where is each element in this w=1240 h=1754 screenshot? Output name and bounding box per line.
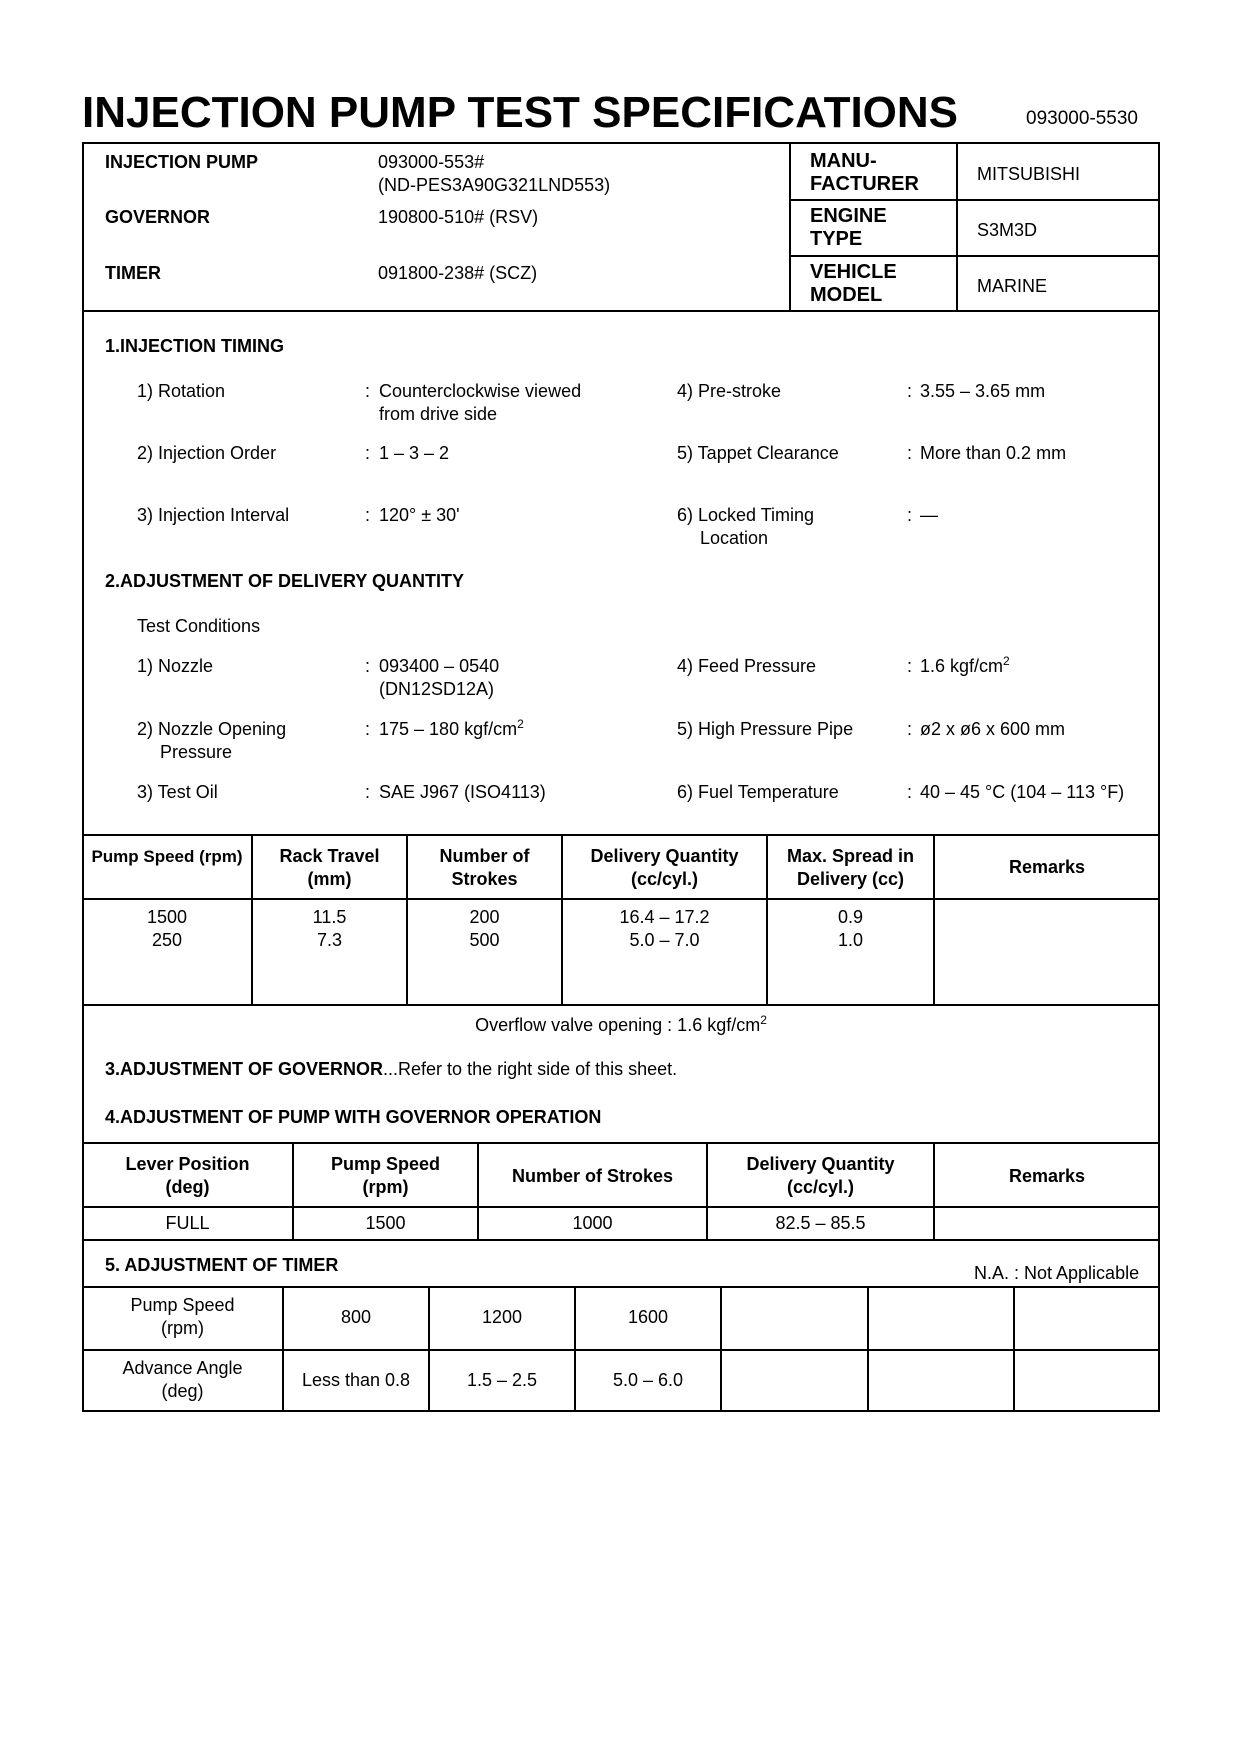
document-number: 093000-5530 [1026,108,1138,129]
locked-timing-label-2: Location [700,528,769,548]
divider [82,310,1160,312]
colon: : [365,719,371,739]
locked-timing-label: 6) Locked Timing [677,505,815,525]
divider [82,1004,1160,1006]
manufacturer-label: MANU- [810,150,877,172]
nozzle-label: 1) Nozzle [137,656,214,676]
table-cell: 82.5 – 85.5 [775,1213,866,1233]
section-heading-timer: 5. ADJUSTMENT OF TIMER [105,1255,339,1275]
table-cell: 1000 [572,1213,613,1233]
colon: : [907,719,913,739]
rotation-value: Counterclockwise viewed [379,381,582,401]
test-oil-label: 3) Test Oil [137,782,218,802]
injection-pump-model: (ND-PES3A90G321LND553) [378,175,611,195]
column-header-pump-speed: Pump Speed [330,1154,441,1174]
injection-order-value: 1 – 3 – 2 [379,443,450,463]
column-header-delivery: Delivery Quantity [746,1154,895,1174]
table-cell: Less than 0.8 [301,1370,411,1390]
locked-timing-value: — [920,505,938,525]
nozzle-value-2: (DN12SD12A) [379,679,495,699]
nozzle-value: 093400 – 0540 [379,656,500,676]
divider [574,1286,576,1412]
divider [428,1286,430,1412]
governor-adjustment-note: 3.ADJUSTMENT OF GOVERNOR...Refer to the right side of this sheet. [105,1059,678,1079]
table-cell: 250 [151,930,183,950]
manufacturer-label-2: FACTURER [810,173,919,195]
divider [82,1239,1160,1241]
divider [956,142,958,310]
injection-interval-label: 3) Injection Interval [137,505,290,525]
rotation-value-2: from drive side [379,404,498,424]
table-cell: 1600 [627,1307,669,1327]
divider [867,1286,869,1412]
table-cell: 1.0 [837,930,864,950]
high-pressure-pipe-value: ø2 x ø6 x 600 mm [920,719,1066,739]
feed-pressure-label: 4) Feed Pressure [677,656,817,676]
not-applicable-note: N.A. : Not Applicable [974,1263,1140,1283]
timer-label: TIMER [105,263,161,283]
table-cell: 7.3 [316,930,343,950]
injection-pump-value: 093000-553# [378,152,485,172]
manufacturer-value: MITSUBISHI [977,164,1081,184]
vehicle-model-value: MARINE [977,276,1048,296]
injection-pump-label: INJECTION PUMP [105,152,259,172]
injection-order-label: 2) Injection Order [137,443,277,463]
column-header-remarks: Remarks [1008,1166,1086,1186]
divider [789,142,791,310]
nozzle-opening-pressure-label: 2) Nozzle Opening [137,719,287,739]
timer-value: 091800-238# (SCZ) [378,263,538,283]
divider [789,255,1160,257]
colon: : [907,782,913,802]
section-heading-governor-operation: 4.ADJUSTMENT OF PUMP WITH GOVERNOR OPERATION [105,1107,602,1127]
vehicle-model-label-2: MODEL [810,284,883,306]
tappet-clearance-label: 5) Tappet Clearance [677,443,839,463]
colon: : [907,443,913,463]
colon: : [365,505,371,525]
divider [720,1286,722,1412]
divider [82,1142,1160,1144]
fuel-temperature-label: 6) Fuel Temperature [677,782,839,802]
prestroke-label: 4) Pre-stroke [677,381,782,401]
vehicle-model-label: VEHICLE [810,261,897,283]
table-cell: 1.5 – 2.5 [466,1370,538,1390]
table-cell: FULL [165,1213,210,1233]
column-header-lever-position-unit: (deg) [165,1177,210,1197]
nozzle-opening-pressure-value: 175 – 180 kgf/$cm^2$ [379,717,524,739]
test-conditions-label: Test Conditions [137,616,261,636]
engine-type-value: S3M3D [977,220,1038,240]
governor-label: GOVERNOR [105,207,211,227]
fuel-temperature-value: 40 – 45 °C (104 – 113 °F) [920,782,1125,802]
prestroke-value: 3.55 – 3.65 mm [920,381,1046,401]
colon: : [907,656,913,676]
tappet-clearance-value: More than 0.2 mm [920,443,1067,463]
column-header-strokes: Number of [439,846,530,866]
table-cell: 16.4 – 17.2 [619,907,710,927]
timer-pump-speed-label: Pump Speed [130,1295,235,1315]
divider [82,898,1160,900]
column-header-rack-travel: Rack Travel [279,846,380,866]
divider [82,1286,1160,1288]
section-heading-injection-timing: 1.INJECTION TIMING [105,336,285,356]
engine-type-label: ENGINE [810,205,887,227]
table-cell: 1500 [146,907,188,927]
nozzle-opening-pressure-label-2: Pressure [160,742,233,762]
high-pressure-pipe-label: 5) High Pressure Pipe [677,719,854,739]
colon: : [365,782,371,802]
engine-type-label-2: TYPE [810,228,863,250]
divider [82,1349,1160,1351]
table-cell: 800 [340,1307,372,1327]
table-cell: 1500 [365,1213,406,1233]
advance-angle-label: Advance Angle [122,1358,243,1378]
advance-angle-unit: (deg) [161,1381,204,1401]
injection-interval-value: 120° ± 30' [379,505,460,525]
colon: : [365,381,371,401]
colon: : [907,381,913,401]
colon: : [907,505,913,525]
overflow-valve-note: Overflow valve opening : 1.6 kgf/$cm^2$ [475,1013,767,1035]
test-oil-value: SAE J967 (ISO4113) [379,782,546,802]
table-cell: 11.5 [312,907,347,927]
column-header-pump-speed-unit: (rpm) [362,1177,409,1197]
table-cell: 5.0 – 7.0 [629,930,700,950]
divider [1013,1286,1015,1412]
colon: : [365,443,371,463]
divider [789,199,1160,201]
section-heading-delivery-quantity: 2.ADJUSTMENT OF DELIVERY QUANTITY [105,571,465,591]
column-header-delivery: Delivery Quantity [590,846,739,866]
column-header-max-spread-unit: Delivery (cc) [796,869,905,889]
governor-value: 190800-510# (RSV) [378,207,539,227]
table-cell: 5.0 – 6.0 [612,1370,684,1390]
column-header-strokes-2: Strokes [451,869,518,889]
timer-pump-speed-unit: (rpm) [161,1318,204,1338]
column-header-delivery-unit: (cc/cyl.) [786,1177,855,1197]
colon: : [365,656,371,676]
column-header-rack-travel-unit: (mm) [307,869,352,889]
table-cell: 200 [469,907,500,927]
rotation-label: 1) Rotation [137,381,226,401]
table-cell: 0.9 [837,907,864,927]
column-header-max-spread: Max. Spread in [786,846,915,866]
divider [82,834,1160,836]
divider [82,1206,1160,1208]
column-header-remarks: Remarks [1008,857,1086,877]
column-header-pump-speed: Pump Speed (rpm) [91,847,243,866]
page-title: INJECTION PUMP TEST SPECIFICATIONS [82,88,959,137]
column-header-strokes: Number of Strokes [511,1166,674,1186]
feed-pressure-value: 1.6 kgf/$cm^2$ [920,654,1010,676]
table-cell: 500 [469,930,500,950]
column-header-lever-position: Lever Position [125,1154,250,1174]
column-header-delivery-unit: (cc/cyl.) [630,869,699,889]
table-cell: 1200 [481,1307,523,1327]
